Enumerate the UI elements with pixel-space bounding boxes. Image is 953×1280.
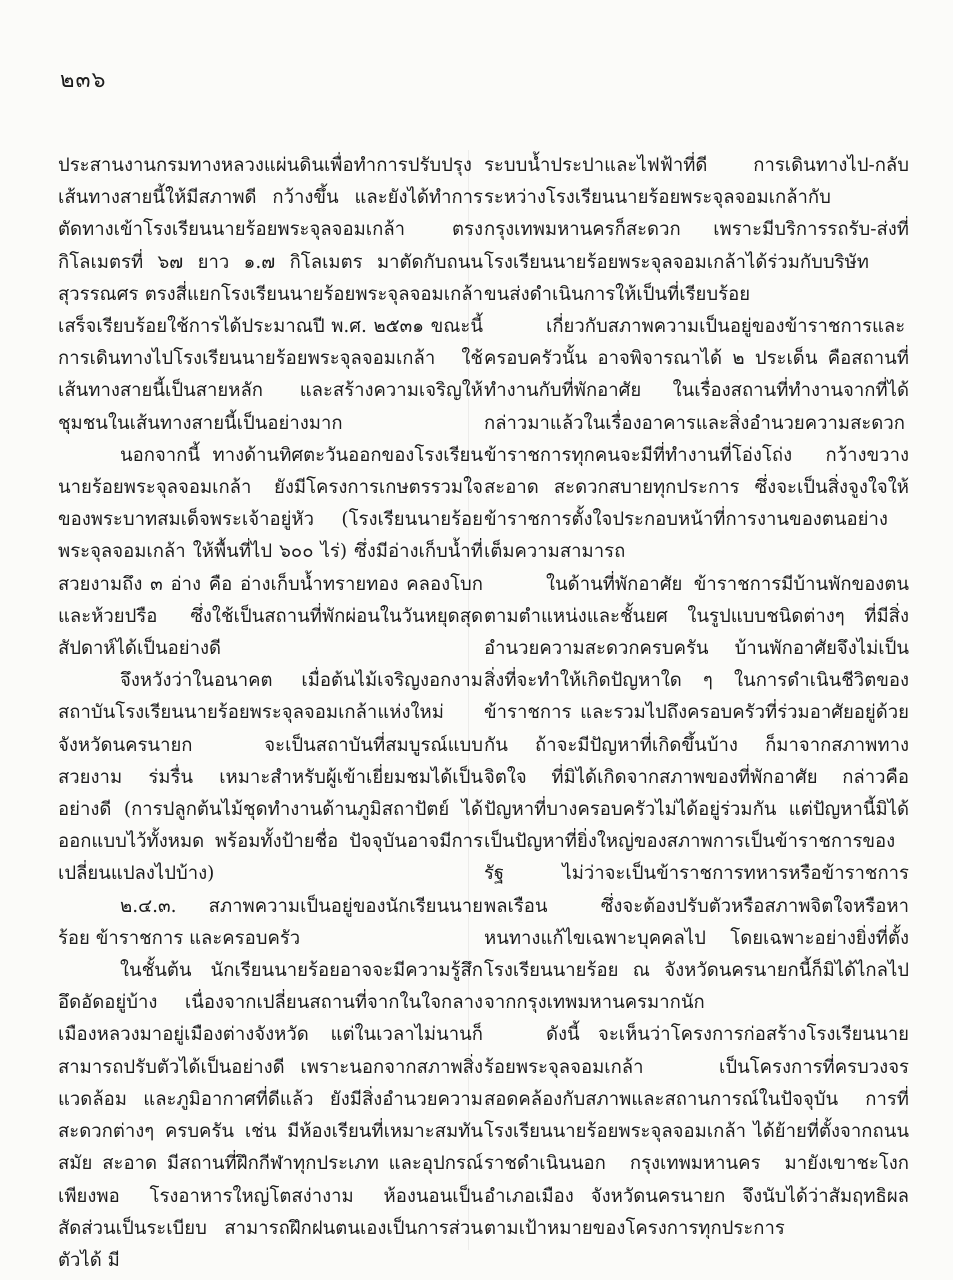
paragraph-royal-agriculture-project: นอกจากนี้ ทางด้านทิศตะวันออกของโรงเรียนนายร้อยพระจุลจอมเกล้า ยังมีโครงการเกษตรรวมใจของพระบาทสมเด็จพระเจ้าอยู่หัว (โรงเรียนนายร้อยพระจุลจอมเกล้า ให้พื้นที่ไป ๖๐๐ ไร่) ซึ่งมีอ่างเก็บน้ำที่สวยงามถึง ๓ อ่าง คือ อ่างเก็บน้ำทรายทอง คลองโบกและห้วยปรือ ซึ่งใช้เป็นสถานที่พักผ่อนในวันหยุดสุดสัปดาห์ได้เป็นอย่างดี — [58, 444, 483, 660]
paragraph-conclusion: ดังนี้ จะเห็นว่าโครงการก่อสร้างโรงเรียนนายร้อยพระจุลจอมเกล้า เป็นโครงการที่ครบวงจรสอดคล้องกับสภาพและสถานการณ์ในปัจจุบัน การที่โรงเรียนนายร้อยพระจุลจอมเกล้า ได้ย้ายที่ตั้งจากถนนราชดำเนินนอก กรุงเทพมหานคร มายังเขาชะโงก อำเภอเมือง จังหวัดนครนายก จึงนับได้ว่าสัมฤทธิผลตามเป้าหมายของโครงการทุกประการ — [484, 1024, 909, 1239]
paragraph-housing: ในด้านที่พักอาศัย ข้าราชการมีบ้านพักของตนตามตำแหน่งและชั้นยศ ในรูปแบบชนิดต่างๆ ที่มีสิ่งอำนวยความสะดวกครบครัน บ้านพักอาศัยจึงไม่เป็นสิ่งที่จะทำให้เกิดปัญหาใด ๆ ในการดำเนินชีวิตของข้าราชการ และรวมไปถึงครอบครัวที่ร่วมอาศัยอยู่ด้วยกัน ถ้าจะมีปัญหาที่เกิดขึ้นบ้าง ก็มาจากสภาพทางจิตใจ ที่มิได้เกิดจากสภาพของที่พักอาศัย กล่าวคือ ปัญหาที่บางครอบครัวไม่ได้อยู่ร่วมกัน แต่ปัญหานี้มิได้เป็นปัญหาที่ยิ่งใหญ่ของสภาพการเป็นข้าราชการของรัฐ ไม่ว่าจะเป็นข้าราชการทหารหรือข้าราชการพลเรือน ซึ่งจะต้องปรับตัวหรือสภาพจิตใจหรือหาหนทางแก้ไขเฉพาะบุคคลไป โดยเฉพาะอย่างยิ่งที่ตั้งโรงเรียนนายร้อย ณ จังหวัดนครนายกนี้ก็มิได้ไกลไปจากกรุงเทพมหานครมากนัก — [484, 573, 909, 1014]
page-number: ๒๓๖ — [60, 68, 107, 93]
left-column — [58, 150, 483, 1277]
paragraph-road-improvement: ประสานงานกรมทางหลวงแผ่นดินเพื่อทำการปรับปรุงเส้นทางสายนี้ให้มีสภาพดี กว้างขึ้น และยังได้ทำการตัดทางเข้าโรงเรียนนายร้อยพระจุลจอมเกล้า ตรงกิโลเมตรที่ ๖๗ ยาว ๑.๗ กิโลเมตร มาตัดกับถนนสุวรรณศร ตรงสี่แยกโรงเรียนนายร้อยพระจุลจอมเกล้า เสร็จเรียบร้อยใช้การได้ประมาณปี พ.ศ. ๒๕๓๑ ขณะนี้การเดินทางไปโรงเรียนนายร้อยพระจุลจอมเกล้า ใช้เส้นทางสายนี้เป็นสายหลัก และสร้างความเจริญให้ชุมชนในเส้นทางสายนี้เป็นอย่างมาก — [58, 155, 483, 434]
paragraph-workplace: เกี่ยวกับสภาพความเป็นอยู่ของข้าราชการและครอบครัวนั้น อาจพิจารณาได้ ๒ ประเด็น คือสถานที่ทำงานกับที่พักอาศัย ในเรื่องสถานที่ทำงานจากที่ได้กล่าวมาแล้วในเรื่องอาคารและสิ่งอำนวยความสะดวก ข้าราชการทุกคนจะมีที่ทำงานที่โอ่งโถ่ง กว้างขวาง สะอาด สะดวกสบายทุกประการ ซึ่งจะเป็นสิ่งจูงใจให้ข้าราชการตั้งใจประกอบหน้าที่การงานของตนอย่างเต็มความสามารถ — [484, 316, 909, 563]
paragraph-future-landscape: จึงหวังว่าในอนาคต เมื่อต้นไม้เจริญงอกงาม สถาบันโรงเรียนนายร้อยพระจุลจอมเกล้าแห่งใหม่ จังหวัดนครนายก จะเป็นสถาบันที่สมบูรณ์แบบ สวยงาม ร่มรื่น เหมาะสำหรับผู้เข้าเยี่ยมชมได้เป็นอย่างดี (การปลูกต้นไม้ชุดทำงานด้านภูมิสถาปัตย์ ได้ออกแบบไว้ทั้งหมด พร้อมทั้งป้ายชื่อ ปัจจุบันอาจมีการเปลี่ยนแปลงไปบ้าง) — [58, 670, 483, 885]
paragraph-cadet-adjustment: ในชั้นต้น นักเรียนนายร้อยอาจจะมีความรู้สึกอึดอัดอยู่บ้าง เนื่องจากเปลี่ยนสถานที่จากในใจกลางเมืองหลวงมาอยู่เมืองต่างจังหวัด แต่ในเวลาไม่นานก็สามารถปรับตัวได้เป็นอย่างดี เพราะนอกจากสภาพสิ่งแวดล้อม และภูมิอากาศที่ดีแล้ว ยังมีสิ่งอำนวยความสะดวกต่างๆ ครบครัน เช่น มีห้องเรียนที่เหมาะสมทันสมัย สะอาด มีสถานที่ฝึกกีฬาทุกประเภท และอุปกรณ์เพียงพอ โรงอาหารใหญ่โตสง่างาม ห้องนอนเป็นสัดส่วนเป็นระเบียบ สามารถฝึกฝนตนเองเป็นการส่วนตัวได้ มี — [58, 960, 483, 1271]
section-heading-living-conditions: ๒.๔.๓. สภาพความเป็นอยู่ของนักเรียนนายร้อย ข้าราชการ และครอบครัว — [58, 895, 483, 949]
right-column — [484, 150, 909, 1245]
paragraph-utilities-transport: ระบบน้ำประปาและไฟฟ้าที่ดี การเดินทางไป-กลับ ระหว่างโรงเรียนนายร้อยพระจุลจอมเกล้ากับกรุงเทพมหานครก็สะดวก เพราะมีบริการรถรับ-ส่งที่โรงเรียนนายร้อยพระจุลจอมเกล้าได้ร่วมกับบริษัทขนส่งดำเนินการให้เป็นที่เรียบร้อย — [484, 155, 909, 305]
